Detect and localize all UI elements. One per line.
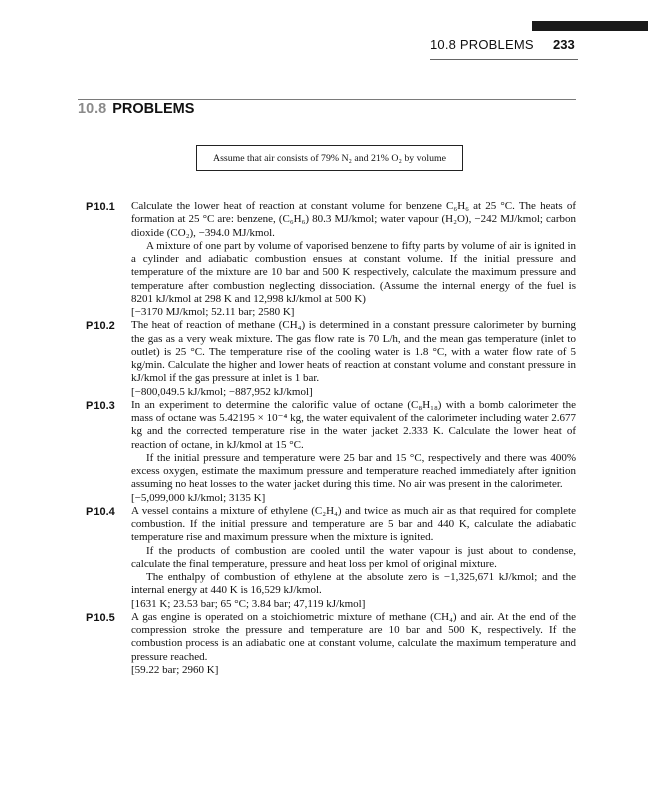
problem-p10-5 [86, 611, 576, 677]
problem-text: A gas engine is operated on a stoichiometric mixture of methane (CH₄) and air. At the end of the compression stroke the pressure and temperature are 10 bar and 500 K, respectively. If the combustion process is an adiabatic one at constant volume, calculate the maximum temperature and pressure reached. [131, 610, 576, 663]
problem-p10-3 [86, 399, 576, 505]
section-heading [78, 101, 194, 117]
assumption-note-box [196, 145, 463, 171]
problem-text: The enthalpy of combustion of ethylene at the absolute zero is −1,325,671 kJ/kmol; and the internal energy at 440 K is 16,529 kJ/kmol. [131, 571, 576, 597]
running-head-title: 10.8 PROBLEMS [430, 37, 534, 52]
problem-p10-2 [86, 319, 576, 399]
problem-list [86, 200, 576, 677]
page-number: 233 [553, 37, 575, 52]
problem-answer: [59.22 bar; 2960 K] [131, 663, 219, 676]
problem-text: In an experiment to determine the calorific value of octane (C₈H₁₈) with a bomb calorimeter the mass of octane was 5.42195 × 10⁻⁴ kg, the water equivalent of the calorimeter including water 2.677 kg and the corrected temperature rise in the water jacket 2.333 K. Calculate the lower heat of reaction of octane, in kJ/kmol at 15 °C. [131, 398, 576, 451]
problem-number: P10.5 [86, 611, 115, 624]
problem-number: P10.3 [86, 399, 115, 412]
problem-text: A vessel contains a mixture of ethylene (C₂H₄) and twice as much air as that required for complete combustion. If the initial pressure and temperature are 5 bar and 440 K, calculate the adiabatic temperature rise and maximum pressure when the mixture is ignited. [131, 504, 576, 544]
problem-text: A mixture of one part by volume of vaporised benzene to fifty parts by volume of air is ignited in a cylinder and adiabatic combustion ensues at constant volume. If the initial pressure and temperature of the mixture are 10 bar and 500 K respectively, calculate the maximum pressure and temperature after combustion neglecting dissociation. (Assume the internal energy of the fuel is 8201 kJ/kmol at 298 K and 12,998 kJ/kmol at 500 K) [131, 239, 576, 305]
problem-p10-4 [86, 505, 576, 611]
running-head-rule [430, 59, 578, 60]
problem-text: Calculate the lower heat of reaction at constant volume for benzene C₆H₆ at 25 °C. The heats of formation at 25 °C are: benzene, (C₆H₆) 80.3 MJ/kmol; water vapour (H₂O), −242 MJ/kmol; carbon dioxide (CO₂), −394.0 MJ/kmol. [131, 200, 576, 239]
section-number: 10.8 [78, 101, 107, 117]
problem-number: P10.2 [86, 320, 115, 333]
problem-p10-1 [86, 200, 576, 319]
problem-number: P10.1 [86, 201, 115, 213]
problem-answer: [−3170 MJ/kmol; 52.11 bar; 2580 K] [131, 306, 295, 318]
problem-text: If the initial pressure and temperature were 25 bar and 15 °C, respectively and there was 400% excess oxygen, estimate the maximum pressure and temperature reached immediately after ignition assuming no heat losses to the water jacket during this time. No air was present in the calorimeter. [131, 451, 576, 491]
problem-text: The heat of reaction of methane (CH₄) is determined in a constant pressure calorimeter by burning the gas as a very weak mixture. The gas flow rate is 70 L/h, and the mean gas temperature (inlet to outlet) is 25 °C. The temperature rise of the cooling water is 1.8 °C, with a water flow rate of 5 kg/min. Calculate the higher and lower heats of reaction at constant volume and constant pressure in kJ/kmol if the gas pressure at inlet is 1 bar. [131, 319, 576, 385]
problem-number: P10.4 [86, 505, 115, 518]
problem-answer: [−800,049.5 kJ/kmol; −887,952 kJ/kmol] [131, 385, 313, 398]
assumption-note: Assume that air consists of 79% N₂ and 21% O₂ by volume [213, 152, 446, 164]
problem-answer: [−5,099,000 kJ/kmol; 3135 K] [131, 491, 266, 504]
section-rule [78, 99, 576, 100]
section-title: PROBLEMS [112, 101, 195, 117]
header-accent-bar [532, 21, 648, 31]
problem-answer: [1631 K; 23.53 bar; 65 °C; 3.84 bar; 47,119 kJ/kmol] [131, 597, 366, 610]
problem-text: If the products of combustion are cooled until the water vapour is just about to condense, calculate the final temperature, pressure and heat loss per kmol of original mixture. [131, 544, 576, 570]
